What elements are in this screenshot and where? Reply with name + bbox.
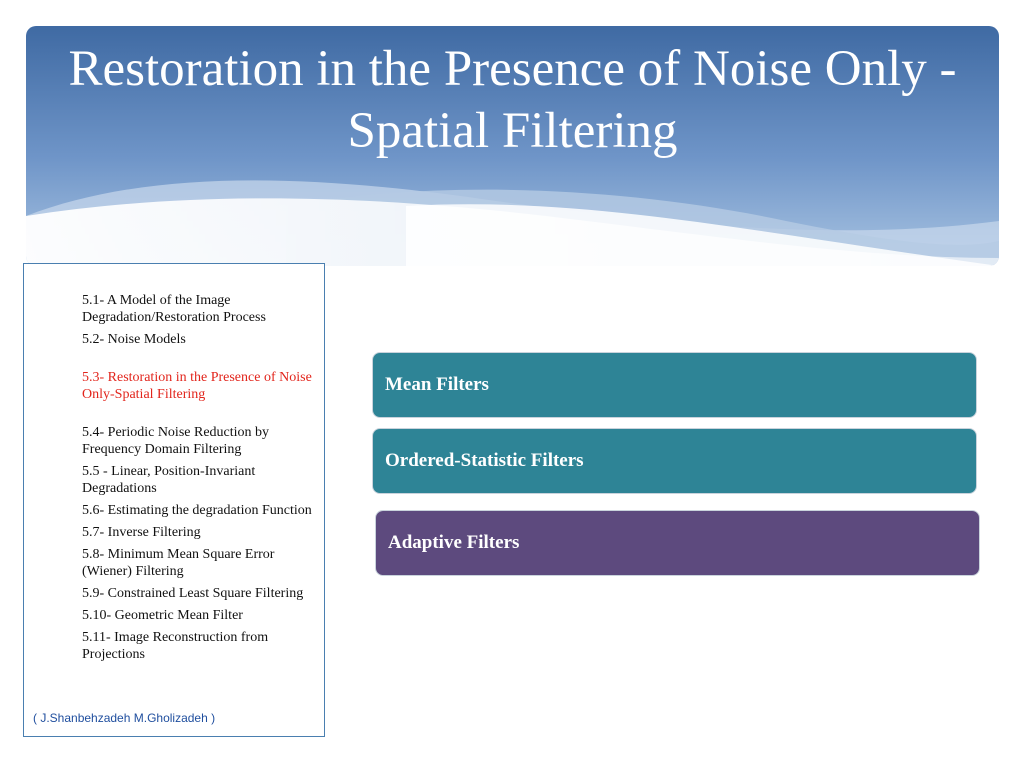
- outline-item-current: 5.3- Restoration in the Presence of Noise Only-Spatial Filtering: [82, 370, 312, 402]
- title-banner: [26, 26, 999, 266]
- outline-item: 5.2- Noise Models: [82, 332, 186, 347]
- outline-item: 5.10- Geometric Mean Filter: [82, 608, 243, 623]
- outline-item: 5.5 - Linear, Position-Invariant Degradations: [82, 464, 256, 496]
- outline-item: 5.9- Constrained Least Square Filtering: [82, 586, 304, 601]
- ordered-statistic-filters-button[interactable]: Ordered-Statistic Filters: [372, 428, 977, 494]
- author-credit: ( J.Shanbehzadeh M.Gholizadeh ): [33, 711, 216, 725]
- outline-item: 5.8- Minimum Mean Square Error (Wiener) Filtering: [82, 547, 275, 579]
- slide-title: Restoration in the Presence of Noise Only - Spatial Filtering: [68, 41, 957, 159]
- outline-item: 5.4- Periodic Noise Reduction by Frequency Domain Filtering: [82, 425, 270, 457]
- outline-item: 5.11- Image Reconstruction from Projections: [82, 630, 269, 662]
- outline-item: 5.1- A Model of the Image Degradation/Restoration Process: [82, 293, 266, 325]
- outline-item: 5.7- Inverse Filtering: [82, 525, 201, 540]
- mean-filters-button[interactable]: Mean Filters: [372, 352, 977, 418]
- chapter-outline: [82, 292, 318, 668]
- outline-item: 5.6- Estimating the degradation Function: [82, 503, 312, 518]
- adaptive-filters-button[interactable]: Adaptive Filters: [375, 510, 980, 576]
